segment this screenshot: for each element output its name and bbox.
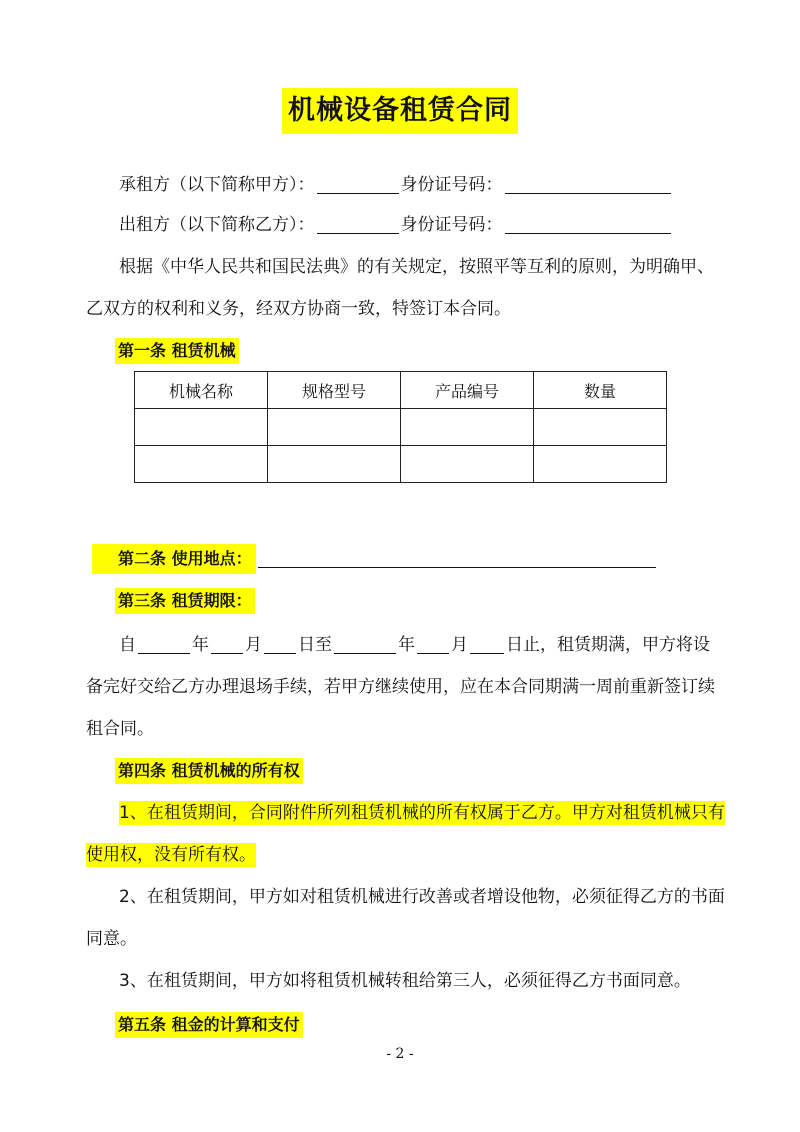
usage-location-blank[interactable] [258, 547, 656, 568]
table-cell[interactable] [534, 409, 667, 446]
article-3-heading: 第三条 租赁期限： [115, 588, 255, 614]
table-header-model: 规格型号 [268, 372, 401, 409]
table-cell[interactable] [268, 409, 401, 446]
lessor-line [119, 212, 673, 238]
table-header-machine-name: 机械名称 [135, 372, 268, 409]
lessor-id-label: 身份证号码： [400, 215, 503, 235]
start-month-blank[interactable] [211, 633, 243, 654]
document-title-wrap [0, 88, 800, 134]
table-header-quantity: 数量 [534, 372, 667, 409]
table-cell[interactable] [135, 409, 268, 446]
start-month-label: 月 [245, 635, 262, 655]
lessee-line [119, 172, 673, 198]
article-5-heading: 第五条 租金的计算和支付 [115, 1012, 303, 1038]
article-1-heading: 第一条 租赁机械 [115, 338, 239, 364]
end-year-label: 年 [398, 635, 415, 655]
rental-machinery-table [134, 371, 667, 483]
ownership-clause-2-line-2: 同意。 [86, 929, 137, 949]
ownership-clause-2-line-1: 2、在租赁期间，甲方如对租赁机械进行改善或者增设他物，必须征得乙方的书面 [119, 887, 725, 907]
lessee-label: 承租方（以下简称甲方）： [119, 175, 315, 195]
lessor-label: 出租方（以下简称乙方）： [119, 215, 315, 235]
ownership-clause-1-text-1: 1、在租赁期间，合同附件所列租赁机械的所有权属于乙方。甲方对租赁机械只有 [119, 803, 725, 823]
table-cell[interactable] [401, 409, 534, 446]
page-number: - 2 - [386, 1046, 414, 1062]
ownership-clause-1-line-2 [86, 842, 256, 868]
start-year-label: 年 [192, 635, 209, 655]
lessee-id-blank[interactable] [505, 173, 671, 194]
end-day-label: 日止，租赁期满，甲方将设 [506, 635, 710, 655]
start-day-blank[interactable] [264, 633, 296, 654]
intro-line-1: 根据《中华人民共和国民法典》的有关规定，按照平等互利的原则，为明确甲、 [119, 257, 714, 277]
intro-line-2: 乙双方的权利和义务，经双方协商一致，特签订本合同。 [86, 299, 511, 319]
table-cell[interactable] [401, 446, 534, 483]
table-row [135, 409, 667, 446]
article-4-heading: 第四条 租赁机械的所有权 [115, 758, 303, 784]
ownership-clause-3-line-1: 3、在租赁期间，甲方如将租赁机械转租给第三人，必须征得乙方书面同意。 [119, 971, 691, 991]
lessee-name-blank[interactable] [317, 173, 399, 194]
end-day-blank[interactable] [470, 633, 504, 654]
start-year-blank[interactable] [138, 633, 190, 654]
end-month-blank[interactable] [417, 633, 449, 654]
start-day-to-label: 日至 [298, 635, 332, 655]
lessee-id-label: 身份证号码： [400, 175, 503, 195]
table-cell[interactable] [268, 446, 401, 483]
lessor-name-blank[interactable] [317, 213, 399, 234]
lease-term-line [119, 632, 710, 658]
lessor-id-blank[interactable] [505, 213, 671, 234]
table-header-product-number: 产品编号 [401, 372, 534, 409]
end-month-label: 月 [451, 635, 468, 655]
article-2-line [92, 544, 658, 574]
article-2-heading: 第二条 使用地点： [92, 544, 256, 574]
lease-term-line-2: 备完好交给乙方办理退场手续，若甲方继续使用，应在本合同期满一周前重新签订续 [86, 677, 715, 697]
table-cell[interactable] [534, 446, 667, 483]
document-title: 机械设备租赁合同 [282, 88, 518, 134]
table-row [135, 446, 667, 483]
table-cell[interactable] [135, 446, 268, 483]
ownership-clause-1-text-2: 使用权，没有所有权。 [86, 845, 256, 865]
ownership-clause-1-line-1 [119, 800, 725, 826]
lease-term-line-3: 租合同。 [86, 719, 154, 739]
term-from-label: 自 [119, 635, 136, 655]
end-year-blank[interactable] [334, 633, 396, 654]
table-header-row [135, 372, 667, 409]
